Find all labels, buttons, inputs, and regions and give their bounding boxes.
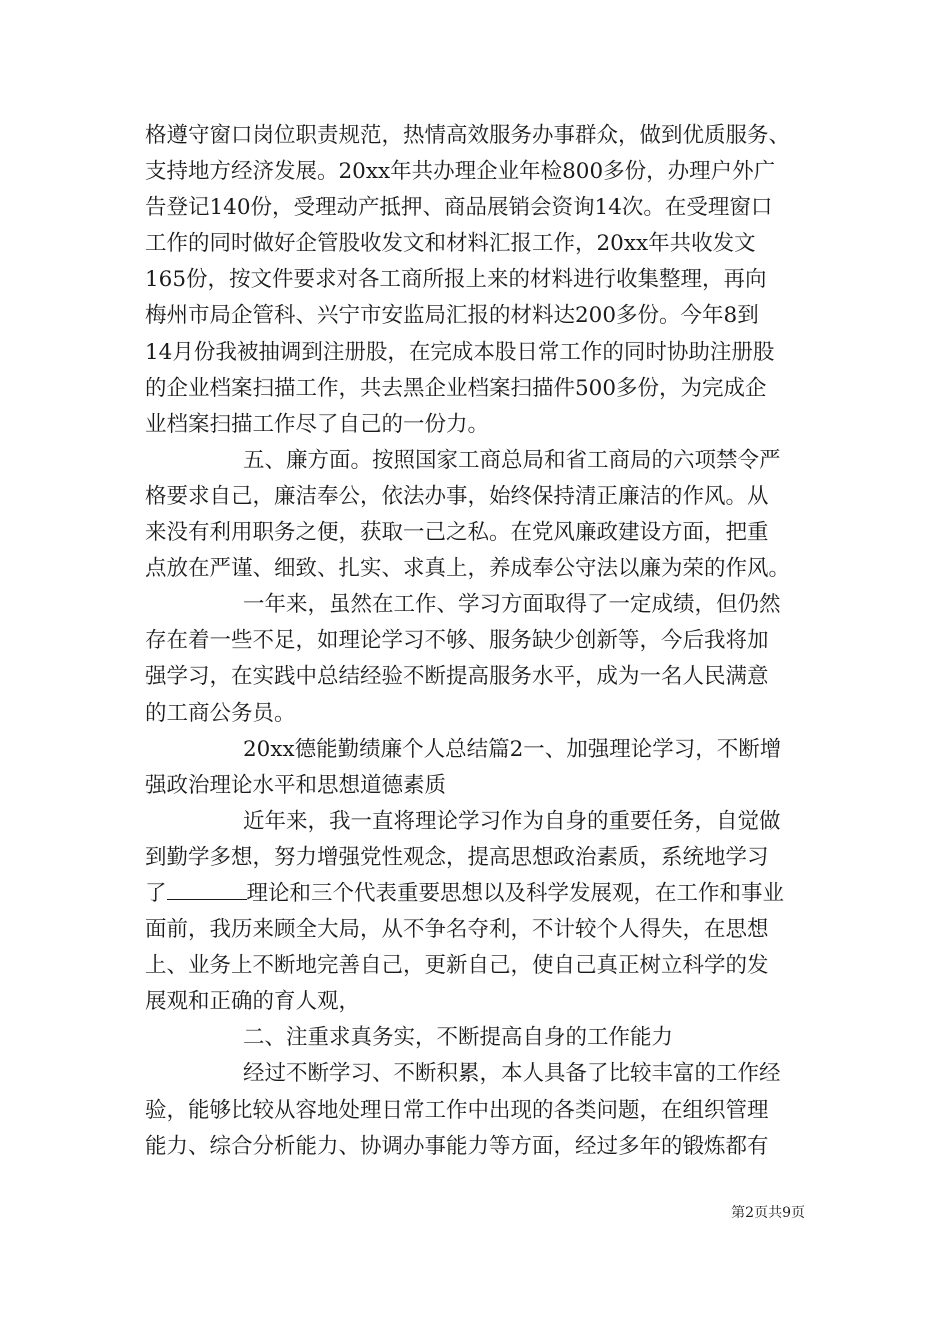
text-line: 到勤学多想，努力增强党性观念，提高思想政治素质，系统地学习 — [145, 844, 769, 870]
section-heading-line: 强政治理论水平和思想道德素质 — [145, 772, 447, 798]
paragraph-start-line: 近年来，我一直将理论学习作为自身的重要任务，自觉做 — [243, 808, 781, 834]
fill-in-blank — [167, 881, 247, 900]
text-line: 来没有利用职务之便，获取一己之私。在党风廉政建设方面，把重 — [145, 520, 769, 546]
text-line: 告登记140份，受理动产抵押、商品展销会资询14次。在受理窗口 — [145, 195, 773, 221]
text-line: 验，能够比较从容地处理日常工作中出现的各类问题，在组织管理 — [145, 1097, 769, 1123]
body-text — [145, 118, 815, 1165]
section-heading-line: 二、注重求真务实，不断提高自身的工作能力 — [243, 1025, 674, 1051]
text-line: 存在着一些不足，如理论学习不够、服务缺少创新等，今后我将加 — [145, 628, 769, 654]
text-line: 格要求自己，廉洁奉公，依法办事，始终保持清正廉洁的作风。从 — [145, 483, 769, 509]
text-line: 面前，我历来顾全大局，从不争名夺利，不计较个人得失，在思想 — [145, 917, 769, 943]
text-line: 点放在严谨、细致、扎实、求真上，养成奉公守法以廉为荣的作风。 — [145, 556, 791, 582]
text-line: 展观和正确的育人观， — [145, 989, 361, 1015]
text-line: 工作的同时做好企管股收发文和材料汇报工作，20xx年共收发文 — [145, 231, 756, 257]
text-line: 的工商公务员。 — [145, 700, 296, 726]
page-number: 第2页共9页 — [731, 1205, 805, 1221]
text-line: 强学习，在实践中总结经验不断提高服务水平，成为一名人民满意 — [145, 664, 769, 690]
text-line: 能力、综合分析能力、协调办事能力等方面，经过多年的锻炼都有 — [145, 1133, 769, 1159]
text-line: 上、业务上不断地完善自己，更新自己，使自己真正树立科学的发 — [145, 953, 769, 979]
text-line: 165份，按文件要求对各工商所报上来的材料进行收集整理，再向 — [145, 267, 767, 293]
text-line-with-blank — [145, 876, 815, 912]
paragraph-start-line: 经过不断学习、不断积累，本人具备了比较丰富的工作经 — [243, 1061, 781, 1087]
text-line: 格遵守窗口岗位职责规范，热情高效服务办事群众，做到优质服务、 — [145, 123, 791, 148]
text-segment: 理论和三个代表重要思想以及科学发展观，在工作和事业 — [246, 880, 785, 906]
paragraph-start-line: 五、廉方面。按照国家工商总局和省工商局的六项禁令严 — [243, 447, 781, 473]
text-segment: 了 — [145, 880, 167, 906]
text-line: 支持地方经济发展。20xx年共办理企业年检800多份，办理户外广 — [145, 159, 776, 185]
paragraph-start-line: 一年来，虽然在工作、学习方面取得了一定成绩，但仍然 — [243, 592, 781, 618]
text-line: 业档案扫描工作尽了自己的一份力。 — [145, 411, 490, 437]
section-heading-line: 20xx德能勤绩廉个人总结篇2一、加强理论学习，不断增 — [243, 736, 782, 762]
text-line: 梅州市局企管科、兴宁市安监局汇报的材料达200多份。今年8到 — [145, 303, 759, 329]
text-line: 14月份我被抽调到注册股，在完成本股日常工作的同时协助注册股 — [145, 339, 775, 365]
text-line: 的企业档案扫描工作，共去黑企业档案扫描件500多份，为完成企 — [145, 375, 767, 401]
